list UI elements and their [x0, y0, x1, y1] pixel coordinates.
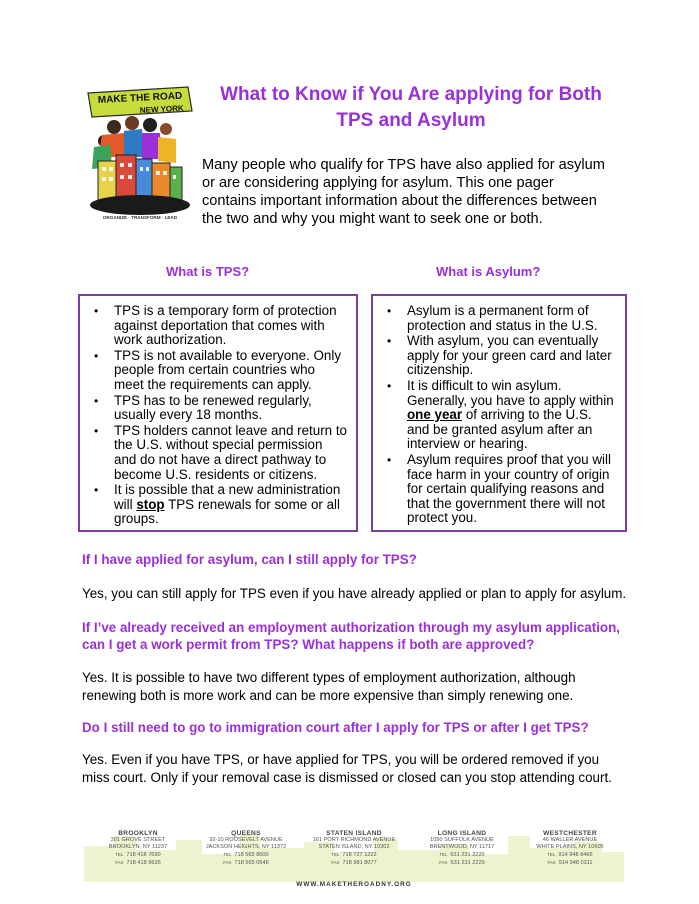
- tps-bullet: [88, 483, 348, 527]
- tel-label: TEL: [223, 852, 232, 857]
- tps-box: [78, 294, 358, 532]
- asylum-bullet-text: It is difficult to win asylum. Generally, you have to apply within: [407, 377, 614, 408]
- logo-person-head: [160, 123, 172, 135]
- fax-label: FAX: [331, 860, 340, 865]
- logo-person-head: [125, 116, 139, 130]
- office-tel: [84, 851, 192, 859]
- office-city: BRENTWOOD, NY 11717: [429, 844, 495, 850]
- fax-label: FAX: [223, 860, 232, 865]
- office-staten-island: [300, 830, 408, 867]
- tel-number: 914 948 8466: [558, 852, 593, 858]
- office-name: STATEN ISLAND: [326, 830, 382, 837]
- logo-illustration: [84, 83, 196, 223]
- logo-person-body: [158, 137, 176, 163]
- tps-bullet-list: [80, 296, 356, 527]
- office-city: STATEN ISLAND, NY 10302: [318, 844, 390, 850]
- office-fax: [408, 859, 516, 867]
- tps-bullet-emphasis: stop: [136, 496, 165, 512]
- tel-label: TEL: [331, 852, 340, 857]
- logo-building: [98, 161, 116, 201]
- office-name: QUEENS: [231, 830, 261, 837]
- fax-label: FAX: [439, 860, 448, 865]
- logo-banner-line1: MAKE THE ROAD: [97, 90, 183, 106]
- asylum-bullet: • Asylum requires proof that you will face harm in your country of origin for certain qualifying reasons and that the government there will not protect you.: [381, 453, 617, 526]
- asylum-bullet-emphasis: one year: [407, 407, 463, 423]
- page-title-line-1: What to Know if You Are applying for Both: [220, 84, 602, 105]
- tps-bullet: • TPS holders cannot leave and return to the U.S. without special permission and do not have a direct pathway to become U.S. residents or citizens.: [88, 424, 348, 482]
- tps-bullet: • TPS is a temporary form of protection against deportation that comes with work authorization.: [88, 304, 348, 348]
- make-the-road-logo: [84, 83, 196, 223]
- faq-question-3: Do I still need to go to immigration court after I apply for TPS or after I get TPS?: [82, 720, 589, 735]
- tel-number: 718 565 8500: [234, 852, 269, 858]
- office-address: 301 GROVE STREET: [110, 837, 166, 843]
- office-queens: [192, 830, 300, 867]
- asylum-bullet-list: [373, 296, 625, 526]
- fax-number: 718 981 8077: [342, 860, 377, 866]
- office-tel: [516, 851, 624, 859]
- asylum-bullet-text: of arriving to the U.S. and be granted asylum after an interview or hearing.: [407, 407, 593, 452]
- office-fax: [192, 859, 300, 867]
- office-city: BROOKLYN, NY 11237: [108, 844, 168, 850]
- faq-answer-2: Yes. It is possible to have two different types of employment authorization, although renewing both is more work and can be more expensive than simply renewing one.: [82, 670, 576, 703]
- logo-building: [116, 155, 136, 201]
- intro-paragraph: Many people who qualify for TPS have also applied for asylum or are considering applying for asylum. This one pager contains important information about the differences between the two and why you might want to seek one or both.: [202, 157, 605, 227]
- tel-label: TEL: [439, 852, 448, 857]
- logo-base: [90, 195, 190, 215]
- tel-number: 718 418 7690: [126, 852, 161, 858]
- page-title-line-2: TPS and Asylum: [336, 110, 486, 131]
- tps-bullet: • TPS has to be renewed regularly, usually every 18 months.: [88, 394, 348, 423]
- fax-label: FAX: [547, 860, 556, 865]
- tps-heading: What is TPS?: [166, 264, 250, 279]
- asylum-bullet: [381, 379, 617, 452]
- office-name: BROOKLYN: [118, 830, 158, 837]
- fax-number: 718 418 9635: [126, 860, 161, 866]
- tel-label: TEL: [547, 852, 556, 857]
- office-name: LONG ISLAND: [437, 830, 487, 837]
- office-address: 1090 SUFFOLK AVENUE: [430, 837, 494, 843]
- faq-question-2: If I’ve already received an employment authorization through my asylum application, can I get a work permit from TPS? What happens if both are approved?: [82, 620, 620, 652]
- footer-offices: [84, 826, 624, 882]
- logo-building: [152, 163, 170, 201]
- fax-number: 718 565 0646: [234, 860, 269, 866]
- faq-question-1: If I have applied for asylum, can I still apply for TPS?: [82, 552, 417, 567]
- logo-person-body: [124, 129, 144, 157]
- office-long-island: [408, 830, 516, 867]
- website-url: WWW.MAKETHEROADNY.ORG: [296, 881, 412, 888]
- tps-bullet-text: It is possible that a new administration will: [114, 482, 341, 512]
- tel-number: 631 231 2220: [450, 852, 485, 858]
- tps-bullet: • TPS is not available to everyone. Only people from certain countries who meet the requirements can apply.: [88, 349, 348, 393]
- logo-banner-line2: NEW YORK: [139, 103, 184, 115]
- office-address: 46 WALLER AVENUE: [542, 837, 598, 843]
- office-address: 161 PORT RICHMOND AVENUE: [312, 837, 396, 843]
- office-fax: [300, 859, 408, 867]
- fax-number: 914 948 0311: [558, 860, 593, 866]
- logo-tagline: ORGANIZE · TRANSFORM · LEAD: [102, 215, 178, 220]
- office-address: 92-10 ROOSEVELT AVENUE: [209, 837, 283, 843]
- office-city: JACKSON HEIGHTS, NY 11372: [205, 844, 287, 850]
- logo-building: [170, 167, 182, 201]
- office-brooklyn: [84, 830, 192, 867]
- fax-number: 631 231 2229: [450, 860, 485, 866]
- office-city: WHITE PLAINS, NY 10605: [536, 844, 604, 850]
- logo-building: [136, 159, 152, 201]
- faq-answer-3: Yes. Even if you have TPS, or have applied for TPS, you will be ordered removed if you miss court. Only if your removal case is dismissed or closed can you stop attending court.: [82, 752, 612, 785]
- tel-label: TEL: [115, 852, 124, 857]
- faq-answer-1: Yes, you can still apply for TPS even if you have already applied or plan to apply for asylum.: [82, 586, 627, 601]
- office-fax: [84, 859, 192, 867]
- tel-number: 718 727 1222: [342, 852, 377, 858]
- office-tel: [408, 851, 516, 859]
- asylum-bullet: • With asylum, you can eventually apply for your green card and later citizenship.: [381, 334, 617, 378]
- office-name: WESTCHESTER: [543, 830, 597, 837]
- asylum-bullet: • Asylum is a permanent form of protection and status in the U.S.: [381, 304, 617, 333]
- fax-label: FAX: [115, 860, 124, 865]
- office-tel: [192, 851, 300, 859]
- tps-bullet-text: TPS renewals for some or all groups.: [114, 496, 340, 527]
- page-title: [196, 82, 626, 134]
- office-fax: [516, 859, 624, 867]
- asylum-heading: What is Asylum?: [436, 264, 541, 279]
- logo-person-head: [107, 120, 121, 134]
- logo-person-head: [143, 118, 157, 132]
- office-westchester: [516, 830, 624, 867]
- asylum-box: [371, 294, 627, 532]
- office-tel: [300, 851, 408, 859]
